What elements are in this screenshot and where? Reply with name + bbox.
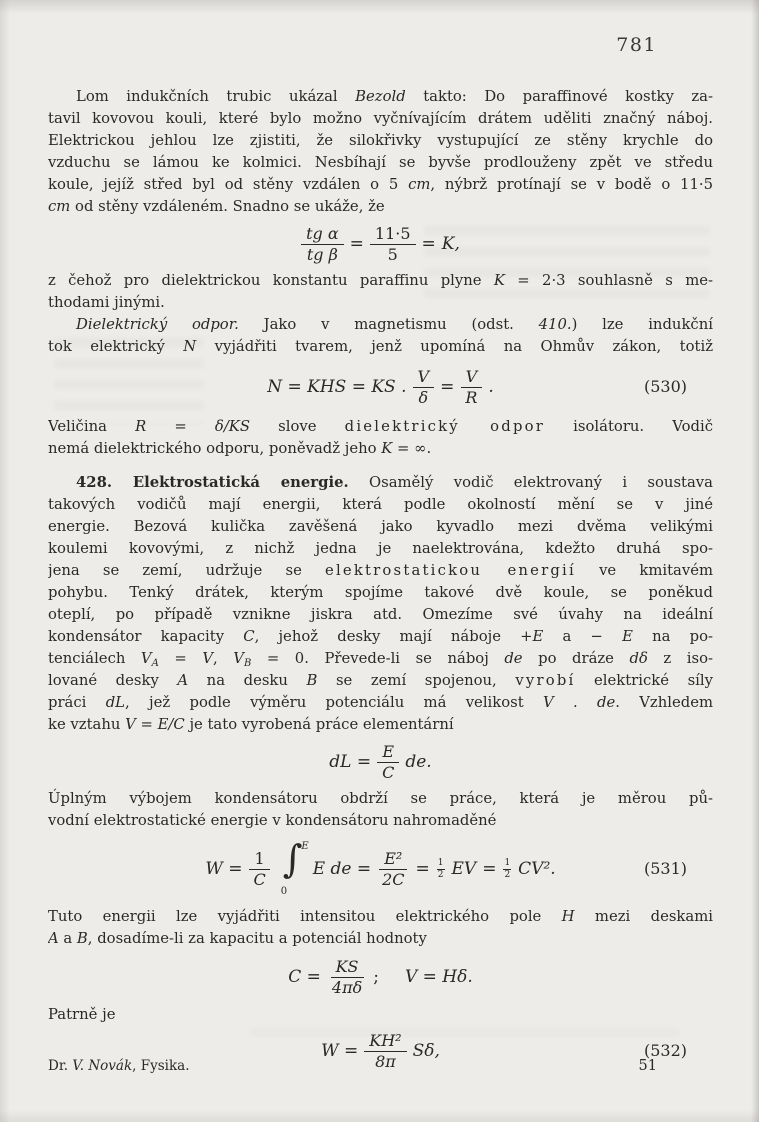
equation-dl: dL = $\frac{E}{C}$ de. — [329, 741, 432, 782]
text-segment: Patrně je — [48, 1006, 116, 1023]
paragraph-section-428 — [48, 472, 713, 736]
text-line — [48, 928, 713, 950]
text-segment: A — [48, 930, 59, 947]
text-segment: koulemi kovovými, z nichž jedna je naelektrována, kdežto druhá spo- — [48, 540, 713, 557]
text-line — [48, 472, 713, 494]
text-line — [48, 906, 713, 928]
text-segment: práci — [48, 694, 106, 711]
text-segment: R = δ/KS — [135, 418, 250, 435]
text-segment: V — [233, 650, 244, 667]
text-line — [48, 788, 713, 810]
equation-532: W = $\frac{\text{KH²}}{8\pi}$ Sδ, (532) — [321, 1030, 687, 1071]
text-segment: V — [140, 650, 152, 667]
text-segment: se zemí spojenou, — [317, 672, 516, 689]
fraction: $\frac{11\cdot 5}{5}$ — [370, 225, 416, 263]
fraction: $\frac{\text{E²}}{2C}$ — [377, 850, 409, 888]
text-segment: tenciálech — [48, 650, 141, 667]
text-line — [48, 604, 713, 626]
equation-number: (530) — [643, 377, 687, 397]
text-segment: kondensátor kapacity — [48, 628, 244, 645]
text-segment: takových vodičů mají energii, která podle okolností mění se v jiné — [48, 496, 713, 513]
text-line — [48, 416, 713, 438]
text-segment: vyjádřiti tvarem, jenž upomíná na Ohmův zákon, totiž — [196, 338, 713, 355]
text-line — [48, 130, 713, 152]
text-line — [48, 86, 713, 108]
section-gap — [48, 460, 713, 472]
text-segment: = ∞. — [392, 440, 432, 457]
text-segment: elektrické síly — [575, 672, 713, 689]
text-segment: , — [213, 650, 234, 667]
text-line — [48, 692, 713, 714]
text-segment: E — [532, 628, 544, 645]
page-content — [48, 86, 713, 1076]
half-fraction: $\frac{1}{2}$ — [504, 857, 511, 880]
text-segment: 410. — [538, 316, 572, 333]
page-number: 781 — [616, 34, 657, 56]
integral-sign: ∫ E 0 — [280, 837, 309, 897]
fraction: $\frac{V}{R}$ — [460, 368, 482, 406]
text-segment: nemá dielektrického odporu, poněvadž jeho — [48, 440, 382, 457]
page-footer — [48, 1058, 713, 1074]
sheet-signature-number: 51 — [638, 1058, 657, 1074]
text-segment: Lom indukčních trubic ukázal — [76, 88, 356, 105]
paragraph-dielectric-resistance — [48, 314, 713, 358]
text-segment: vyrobí — [515, 672, 576, 689]
text-line — [48, 648, 713, 670]
text-segment: A — [177, 672, 189, 689]
half-fraction: $\frac{1}{2}$ — [437, 857, 444, 880]
text-segment: Bezold — [355, 88, 406, 105]
text-segment: thodami jinými. — [48, 294, 165, 311]
fraction: $\frac{1}{C}$ — [248, 850, 270, 888]
fraction: $\frac{KS}{4\pi\delta}$ — [331, 956, 363, 997]
paragraph-refraction-bezold — [48, 86, 713, 218]
footer-author-prefix: Dr. — [48, 1058, 73, 1074]
text-segment: Dielektrický odpor. — [76, 316, 239, 333]
text-segment: K — [381, 440, 393, 457]
paragraph-patrne-je — [48, 1004, 713, 1026]
text-segment: od stěny vzdáleném. Snadno se ukáže, že — [70, 198, 385, 215]
text-segment: H — [561, 908, 575, 925]
text-line — [48, 174, 713, 196]
text-line — [48, 152, 713, 174]
text-segment: cm — [408, 176, 431, 193]
text-segment: a — [58, 930, 77, 947]
text-segment: takto: Do paraffinové kostky za- — [405, 88, 713, 105]
footer-author-name: V. Novák — [72, 1058, 133, 1074]
text-segment: ) lze indukční — [571, 316, 713, 333]
text-segment: vodní elektrostatické energie v kondensátoru nahromaděné — [48, 812, 497, 829]
text-segment: 428. Elektrostatická energie. — [76, 474, 349, 491]
text-line — [48, 270, 713, 292]
text-segment: cm — [48, 198, 71, 215]
footer-work-title: , Fysika. — [132, 1058, 190, 1074]
equation-531: W = $\frac{1}{C}$ ∫ E 0 E de = $\frac{\text{E²}}{2C}$ = $\frac{1}{2}$ EV = $\frac{1}{2}$ CV². (531) — [205, 837, 687, 897]
text-segment: dδ — [629, 650, 648, 667]
text-segment: K — [493, 272, 505, 289]
text-segment: slove — [250, 418, 345, 435]
text-segment: = 0. Převede-li se náboj — [251, 650, 505, 667]
text-line — [48, 314, 713, 336]
text-segment: lované desky — [48, 672, 178, 689]
text-segment: = 2·3 souhlasně s me- — [504, 272, 713, 289]
text-segment: oteplí, po případě vznikne jiskra atd. Omezíme své úvahy na ideální — [48, 606, 713, 623]
text-line — [48, 626, 713, 648]
equation-530: N = KHS = KS . $\frac{V}{\delta}$ = $\frac{V}{R}$ . (530) — [267, 366, 687, 407]
fraction: $\frac{E}{C}$ — [377, 743, 399, 781]
text-line — [48, 494, 713, 516]
text-line — [48, 560, 713, 582]
text-segment: V . de — [543, 694, 616, 711]
text-segment: dielektrický odpor — [344, 418, 546, 435]
text-line — [48, 438, 713, 460]
text-line — [48, 714, 713, 736]
equation-number: (531) — [643, 859, 687, 879]
text-segment: Osamělý vodič elektrovaný i soustava — [348, 474, 713, 491]
text-segment: , jehož desky mají náboje + — [254, 628, 533, 645]
text-segment: na desku — [188, 672, 307, 689]
text-segment: ve kmitavém — [575, 562, 713, 579]
text-segment: Veličina — [48, 418, 136, 435]
equation-tg-ratio: $\frac{\text{tg α}}{\text{tg β}}$ = $\frac{11\cdot 5}{5}$ = K, — [48, 218, 713, 270]
text-line — [48, 810, 713, 832]
text-line — [48, 108, 713, 130]
paragraph-intensity-field — [48, 906, 713, 950]
text-line — [48, 292, 713, 314]
text-segment: ke vztahu — [48, 716, 126, 733]
text-segment: elektrostatickou energií — [325, 562, 576, 579]
text-segment: , dosadíme-li za kapacitu a potenciál hodnoty — [87, 930, 427, 947]
text-segment: isolátoru. Vodič — [545, 418, 713, 435]
text-segment: tok elektrický — [48, 338, 184, 355]
text-segment: mezi deskami — [574, 908, 713, 925]
text-segment: z čehož pro dielektrickou konstantu paraffinu plyne — [48, 272, 494, 289]
text-segment: tavil kovovou kouli, které bylo možno vyčnívajícím drátem uděliti značný náboj. — [48, 110, 713, 127]
text-line — [48, 516, 713, 538]
text-segment: a − — [543, 628, 623, 645]
fraction: $\frac{\text{KH²}}{8\pi}$ — [364, 1032, 406, 1070]
text-segment: pohybu. Tenký drátek, kterým spojíme takové dvě koule, se poněkud — [48, 584, 713, 601]
text-segment: vzduchu se lámou ke kolmici. Nesbíhají se byvše prodlouženy zpět ve středu — [48, 154, 713, 171]
text-line — [48, 582, 713, 604]
text-segment: z iso- — [647, 650, 713, 667]
text-segment: koule, jejíž střed byl od stěny vzdálen o 5 — [48, 176, 409, 193]
text-line — [48, 538, 713, 560]
text-segment: na po- — [632, 628, 713, 645]
text-segment: jena se zemí, udržuje se — [48, 562, 325, 579]
text-line — [48, 670, 713, 692]
text-segment: E — [622, 628, 633, 645]
text-segment: po dráze — [522, 650, 630, 667]
text-segment: A — [151, 658, 159, 669]
text-segment: V = E/C — [125, 716, 185, 733]
text-segment: B — [306, 672, 318, 689]
text-segment: Elektrickou jehlou lze zjistiti, že silokřivky vystupující ze stěny krychle do — [48, 132, 713, 149]
text-segment: = — [158, 650, 203, 667]
text-line — [48, 336, 713, 358]
text-segment: , nýbrž protínají se v bodě o 11·5 — [430, 176, 713, 193]
text-segment: dL — [105, 694, 126, 711]
paragraph-velicina-r — [48, 416, 713, 460]
paragraph-paraffin-constant — [48, 270, 713, 314]
text-segment: B — [243, 658, 252, 669]
text-segment: V — [202, 650, 214, 667]
text-line — [48, 1004, 713, 1026]
equation-capacity-potential: C = $\frac{KS}{4\pi\delta}$ ; V = Hδ. — [288, 956, 473, 997]
text-segment: de — [504, 650, 523, 667]
text-segment: C — [243, 628, 255, 645]
text-segment: N — [183, 338, 197, 355]
text-segment: . Vzhledem — [615, 694, 713, 711]
text-segment: energie. Bezová kulička zavěšená jako kyvadlo mezi dvěma velikými — [48, 518, 713, 535]
text-segment: Jako v magnetismu (odst. — [238, 316, 539, 333]
text-segment: B — [76, 930, 88, 947]
text-segment: Tuto energii lze vyjádřiti intensitou elektrického pole — [48, 908, 562, 925]
text-line — [48, 196, 713, 218]
equation-number: (532) — [643, 1041, 687, 1061]
text-segment: je tato vyrobená práce elementární — [184, 716, 454, 733]
text-segment: Úplným výbojem kondensátoru obdrží se práce, která je měrou pů- — [48, 790, 713, 807]
text-segment: , jež podle výměru potenciálu má velikost — [125, 694, 543, 711]
fraction: $\frac{\text{tg α}}{\text{tg β}}$ — [301, 225, 344, 263]
fraction: $\frac{V}{\delta}$ — [413, 368, 435, 406]
paragraph-discharge-work — [48, 788, 713, 832]
